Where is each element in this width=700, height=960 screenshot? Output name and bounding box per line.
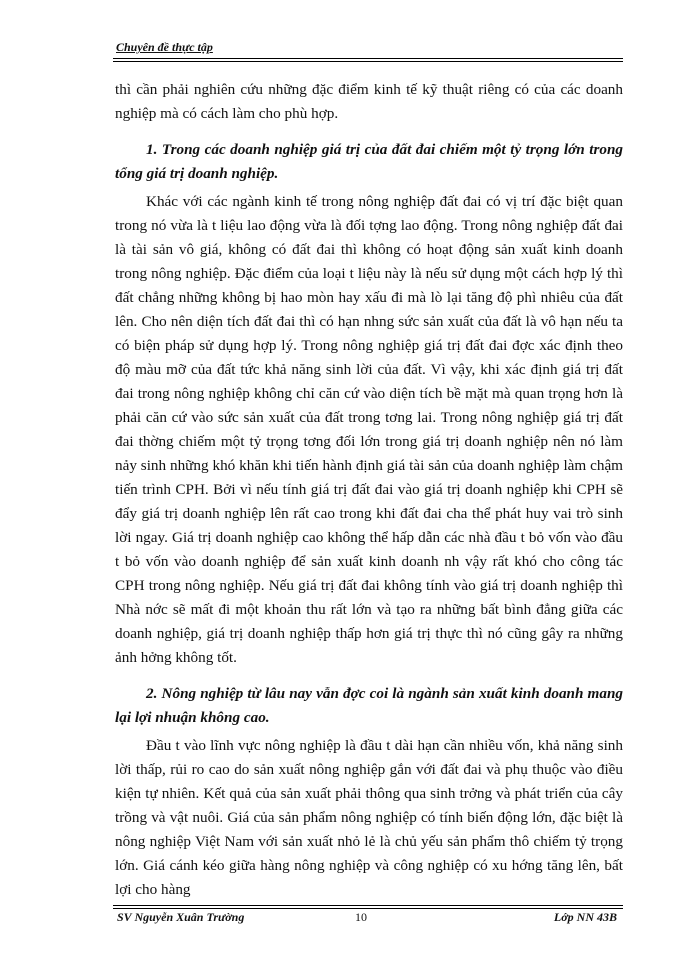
footer-rule-top bbox=[113, 905, 623, 906]
section-heading-1: 1. Trong các doanh nghiệp giá trị của đất đai chiếm một tỷ trọng lớn trong tổng giá trị doanh nghiệp. bbox=[115, 141, 623, 182]
paragraph-continuation: thì cần phải nghiên cứu những đặc điểm kinh tế kỹ thuật riêng có của các doanh nghiệp mà có cách làm cho phù hợp. bbox=[115, 81, 623, 122]
footer-rule-bottom bbox=[113, 908, 623, 909]
footer-author: SV Nguyễn Xuân Trường bbox=[117, 910, 245, 924]
header-rule-bottom bbox=[113, 61, 623, 62]
section-heading-2: 2. Nông nghiệp từ lâu nay vẫn đợc coi là ngành sản xuất kinh doanh mang lại lợi nhuận không cao. bbox=[115, 685, 623, 726]
document-body bbox=[115, 78, 623, 902]
paragraph-investment: Đầu t vào lĩnh vực nông nghiệp là đầu t dài hạn cần nhiều vốn, khả năng sinh lời thấp, rủi ro cao do sản xuất nông nghiệp gắn với đất đai và phụ thuộc vào điều kiện tự nhiên. Kết quả của sản xuất phải thông qua sinh trởng và phát triển của cây trồng và vật nuôi. Giá của sản phẩm nông nghiệp có tính biến động lớn, đặc biệt là nông nghiệp Việt Nam với sản xuất nhỏ lẻ là chủ yếu sản phẩm thô chiếm tỷ trọng lớn. Giá cánh kéo giữa hàng nông nghiệp và công nghiệp có xu hớng tăng lên, bất lợi cho hàng bbox=[115, 737, 623, 898]
header-rule-top bbox=[113, 58, 623, 59]
paragraph-land-value: Khác với các ngành kinh tế trong nông nghiệp đất đai có vị trí đặc biệt quan trong nó vừa là t liệu lao động vừa là đối tợng lao động. Trong nông nghiệp đất đai là tài sản vô giá, không có đất đai thì không có hoạt động sản xuất kinh doanh trong nông nghiệp. Đặc điểm của loại t liệu này là nếu sử dụng một cách hợp lý thì đất chẳng những không bị hao mòn hay xấu đi mà lò lại tăng độ phì nhiêu của đất lên. Cho nên diện tích đất đai thì có hạn nhng sức sản xuất của đất là vô hạn nếu ta có biện pháp sử dụng hợp lý. Trong nông nghiệp giá trị đất đai đợc xác định theo độ màu mỡ của đất tức khả năng sinh lời của đất. Vì vậy, khi xác định giá trị đất đai trong nông nghiệp không chỉ căn cứ vào diện tích bề mặt mà quan trọng hơn là phải căn cứ vào sức sản xuất của đất trong tơng lai. Trong nông nghiệp giá trị đất đai thờng chiếm một tỷ trọng tơng đối lớn trong giá trị doanh nghiệp nên nó làm nảy sinh những khó khăn khi tiến hành định giá tài sản của doanh nghiệp làm chậm tiến trình CPH. Bởi vì nếu tính giá trị đất đai vào giá trị doanh nghiệp khi CPH sẽ đẩy giá trị doanh nghiệp lên rất cao trong khi đất đai cha thể phát huy vai trò sinh lời ngay. Giá trị doanh nghiệp cao không thể hấp dẫn các nhà đầu t bỏ vốn vào đầu t bỏ vốn vào doanh nghiệp để sản xuất kinh doanh nh vậy rất khó cho công tác CPH trong nông nghiệp. Nếu giá trị đất đai không tính vào giá trị doanh nghiệp thì Nhà nớc sẽ mất đi một khoản thu rất lớn và tạo ra những bất bình đẳng giữa các doanh nghiệp, giá trị doanh nghiệp thấp hơn giá trị thực thì nó cũng gây ra những ảnh hởng không tốt. bbox=[115, 193, 623, 666]
footer-class: Lớp NN 43B bbox=[553, 910, 617, 924]
header-title: Chuyên đề thực tập bbox=[116, 40, 213, 54]
page-number: 10 bbox=[355, 910, 367, 924]
